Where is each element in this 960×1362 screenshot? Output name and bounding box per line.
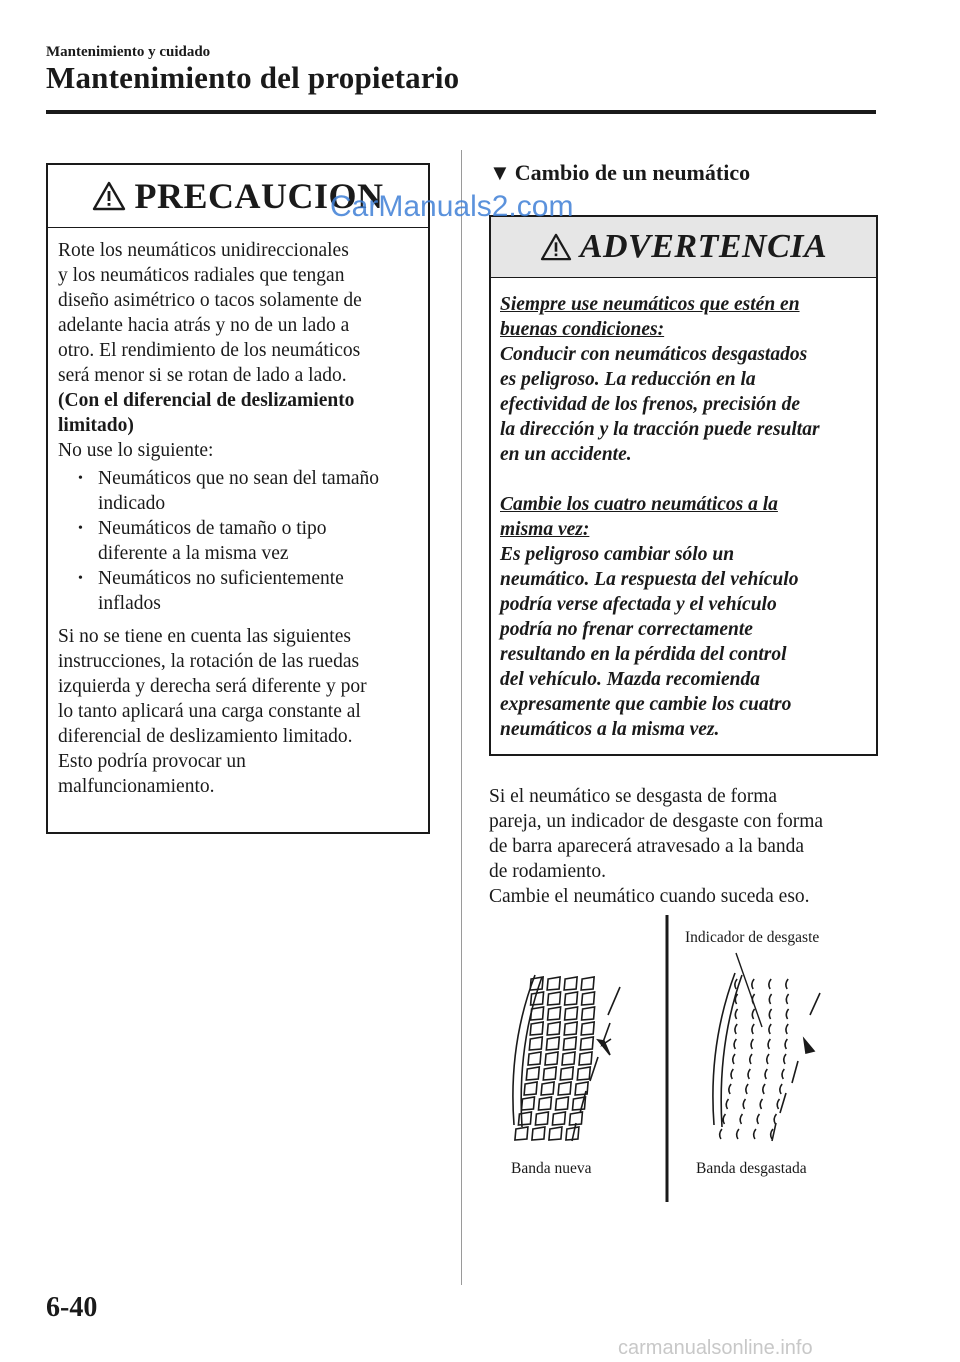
caution-line: lo tanto aplicará una carga constante al bbox=[58, 701, 361, 722]
warning-line: expresamente que cambie los cuatro bbox=[500, 694, 792, 715]
caution-line: malfuncionamiento. bbox=[58, 776, 215, 797]
new-tread-label: Banda nueva bbox=[511, 1160, 592, 1177]
body-line: pareja, un indicador de desgaste con forma bbox=[489, 811, 824, 832]
caution-body bbox=[48, 228, 428, 799]
caution-line: izquierda y derecha será diferente y por bbox=[58, 676, 367, 697]
warning-body bbox=[491, 278, 876, 742]
warning-line: Es peligroso cambiar sólo un bbox=[500, 544, 735, 565]
caution-line: instrucciones, la rotación de las ruedas bbox=[58, 651, 360, 672]
footer-watermark: carmanualsonline.info bbox=[618, 1337, 813, 1359]
caution-line: Esto podría provocar un bbox=[58, 751, 246, 772]
warning-line: podría no frenar correctamente bbox=[500, 619, 753, 640]
warning-line: Conducir con neumáticos desgastados bbox=[500, 344, 808, 365]
caution-line: diseño asimétrico o tacos solamente de bbox=[58, 290, 362, 311]
caution-line: diferencial de deslizamiento limitado. bbox=[58, 726, 353, 747]
tread-wear-figure bbox=[480, 915, 880, 1205]
wear-indicator-label: Indicador de desgaste bbox=[685, 929, 820, 946]
section-label: Mantenimiento y cuidado bbox=[46, 44, 211, 60]
warning-heading: Siempre use neumáticos que estén en bbox=[500, 294, 800, 315]
warning-line: es peligroso. La reducción en la bbox=[500, 369, 756, 390]
list-item: • Neumáticos que no sean del tamaño indicado bbox=[58, 466, 418, 516]
subsection-title bbox=[489, 160, 750, 186]
triangle-marker-icon: ▼ bbox=[489, 160, 511, 185]
column-divider bbox=[461, 150, 462, 1285]
list-item: • Neumáticos no suficientemente inflados bbox=[58, 566, 418, 616]
warning-triangle-icon bbox=[92, 181, 126, 211]
warning-line: podría verse afectada y el vehículo bbox=[500, 594, 777, 615]
caution-line: otro. El rendimiento de los neumáticos bbox=[58, 340, 361, 361]
subsection-title-text: Cambio de un neumático bbox=[514, 160, 751, 185]
bullet-list bbox=[58, 466, 418, 616]
caution-title: PRECAUCION bbox=[134, 176, 384, 216]
body-line: de rodamiento. bbox=[489, 861, 606, 882]
body-line: de barra aparecerá atravesado a la banda bbox=[489, 836, 805, 857]
warning-triangle-icon bbox=[540, 233, 572, 261]
new-tread-drawing bbox=[513, 975, 620, 1141]
do-not-use-label: No use lo siguiente: bbox=[58, 440, 214, 461]
body-paragraph bbox=[489, 784, 879, 909]
warning-header bbox=[491, 217, 876, 278]
warning-line: del vehículo. Mazda recomienda bbox=[500, 669, 760, 690]
lsd-heading: limitado) bbox=[58, 415, 134, 436]
page-title: Mantenimiento del propietario bbox=[46, 60, 460, 95]
page-number: 6-40 bbox=[46, 1292, 98, 1323]
caution-line: Rote los neumáticos unidireccionales bbox=[58, 240, 349, 261]
worn-tread-drawing bbox=[713, 953, 820, 1141]
body-line: Cambie el neumático cuando suceda eso. bbox=[489, 886, 810, 907]
warning-line: en un accidente. bbox=[500, 444, 632, 465]
warning-heading: buenas condiciones: bbox=[500, 319, 665, 340]
warning-heading: Cambie los cuatro neumáticos a la bbox=[500, 494, 778, 515]
caution-box bbox=[46, 163, 430, 834]
warning-line: neumático. La respuesta del vehículo bbox=[500, 569, 799, 590]
caution-line: adelante hacia atrás y no de un lado a bbox=[58, 315, 350, 336]
warning-line: la dirección y la tracción puede resultar bbox=[500, 419, 820, 440]
warning-heading: misma vez: bbox=[500, 519, 590, 540]
caution-line: Si no se tiene en cuenta las siguientes bbox=[58, 626, 351, 647]
warning-line: efectividad de los frenos, precisión de bbox=[500, 394, 801, 415]
caution-line: y los neumáticos radiales que tengan bbox=[58, 265, 345, 286]
body-line: Si el neumático se desgasta de forma bbox=[489, 786, 778, 807]
caution-line: será menor si se rotan de lado a lado. bbox=[58, 365, 347, 386]
header-rule bbox=[46, 110, 876, 114]
list-item: • Neumáticos de tamaño o tipo diferente a la misma vez bbox=[58, 516, 418, 566]
watermark-text: CarManuals2.com bbox=[330, 190, 574, 223]
warning-box bbox=[489, 215, 878, 756]
warning-line: resultando en la pérdida del control bbox=[500, 644, 787, 665]
lsd-heading: (Con el diferencial de deslizamiento bbox=[58, 390, 355, 411]
worn-tread-label: Banda desgastada bbox=[696, 1160, 807, 1177]
warning-title: ADVERTENCIA bbox=[579, 228, 828, 265]
warning-line: neumáticos a la misma vez. bbox=[500, 719, 720, 740]
